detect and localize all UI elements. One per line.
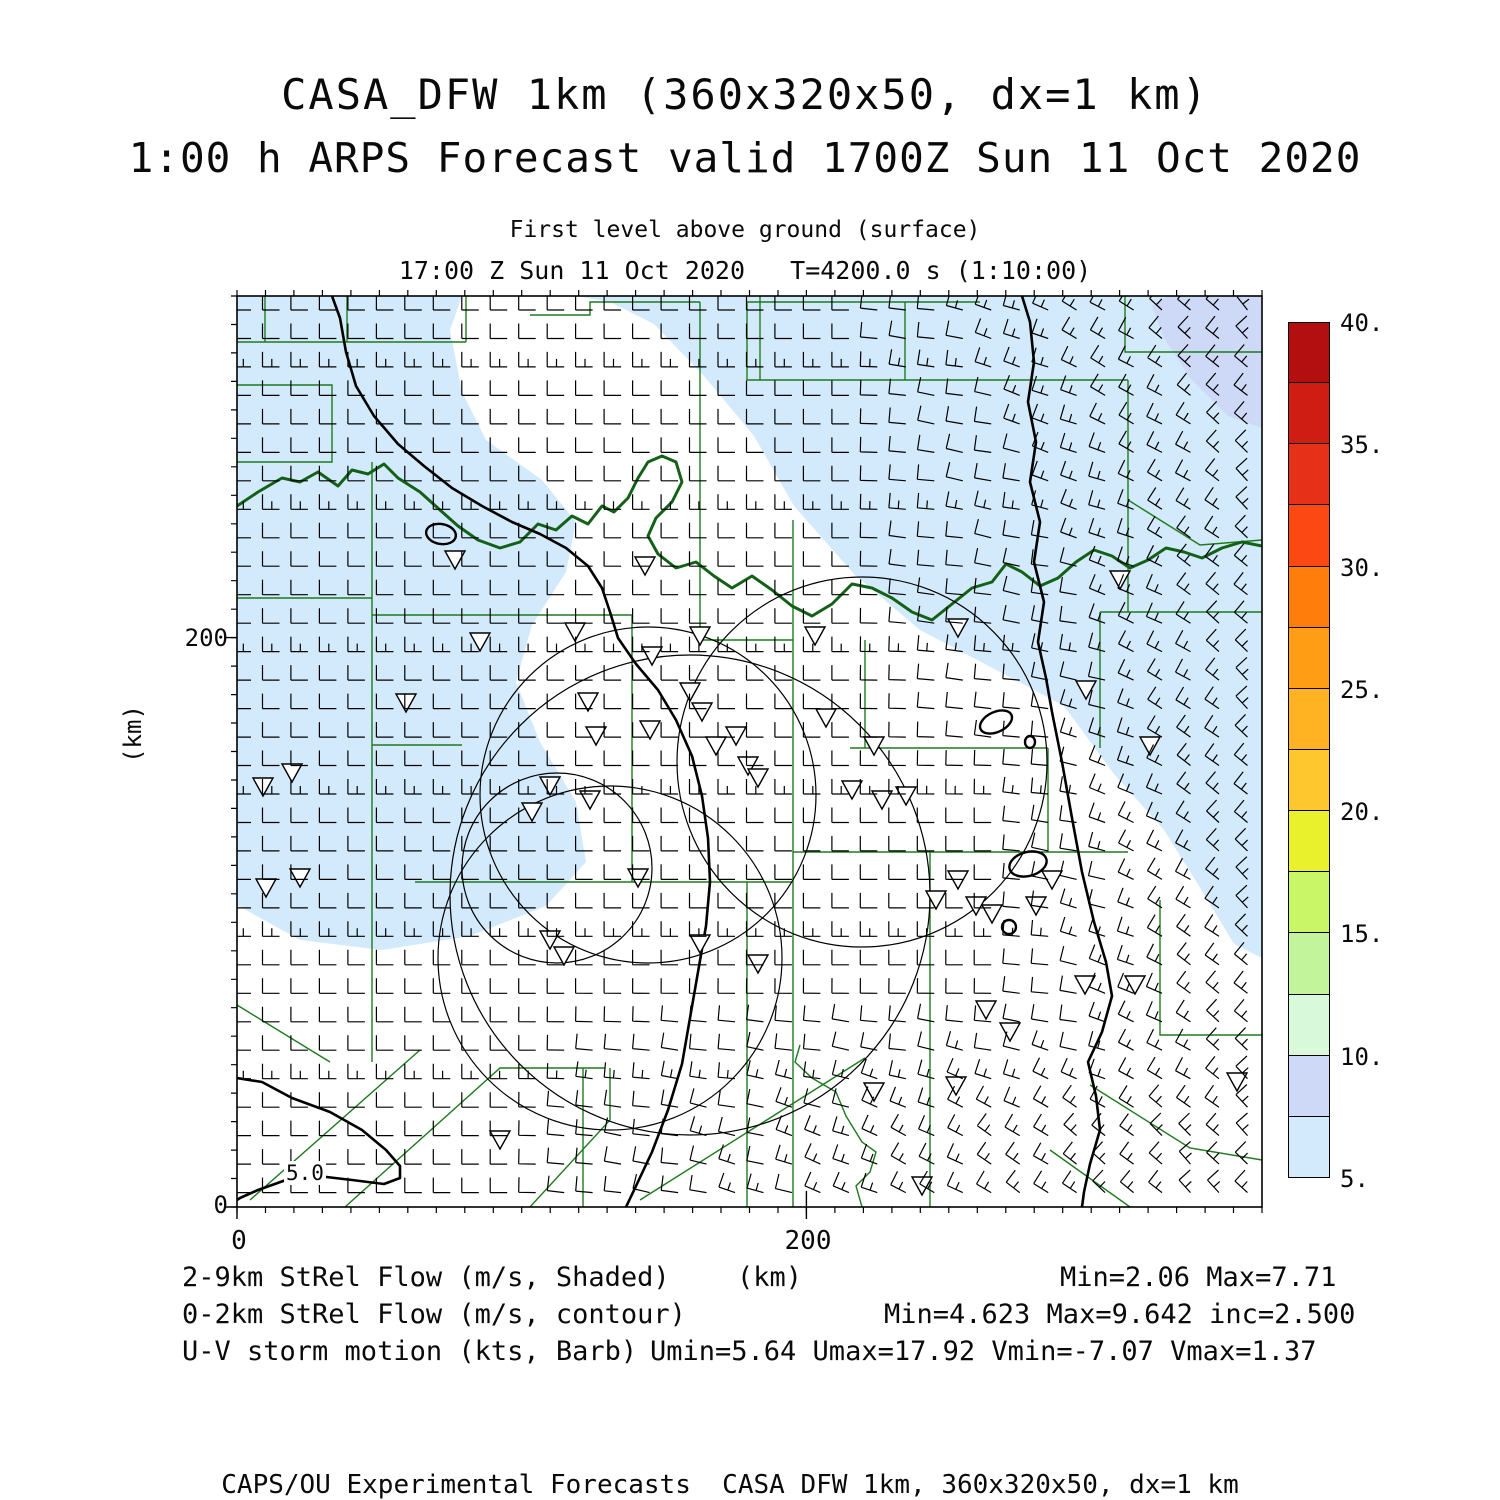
radar-site-marker	[490, 1131, 510, 1149]
level-label: First level above ground (surface)	[509, 217, 981, 243]
y-axis-unit: (km)	[119, 705, 147, 763]
legend-shaded-field: 2-9km StRel Flow (m/s, Shaded)	[182, 1262, 670, 1293]
radar-site-marker	[690, 935, 710, 953]
colorbar-cell	[1288, 322, 1330, 383]
x-axis-tick-200: 200	[784, 1226, 832, 1256]
colorbar-cell	[1288, 1055, 1330, 1117]
county-boundary-line	[795, 1045, 876, 1207]
county-boundary-line	[345, 1068, 605, 1207]
colorbar-tick-label: 10.	[1340, 1042, 1384, 1071]
radar-site-marker	[748, 955, 768, 973]
county-boundary-line	[1050, 1150, 1130, 1207]
radar-site-marker	[864, 1083, 884, 1101]
radar-site-marker	[842, 781, 862, 799]
shaded-region-northeast	[576, 296, 1262, 958]
colorbar-tick-label: 20.	[1340, 798, 1384, 827]
colorbar-tick-label: 30.	[1340, 553, 1384, 582]
colorbar-cell	[1288, 994, 1330, 1056]
radar-site-marker	[640, 721, 660, 739]
radar-site-marker	[628, 869, 648, 887]
strel-flow-contour-loop	[976, 706, 1015, 738]
colorbar-cell	[1288, 810, 1330, 872]
colorbar-cell	[1288, 443, 1330, 505]
radar-site-marker	[976, 1001, 996, 1019]
map-layers	[234, 287, 1262, 1207]
legend-shaded-minmax: Min=2.06 Max=7.71	[1060, 1262, 1337, 1293]
colorbar-cell	[1288, 749, 1330, 811]
colorbar-tick-label: 5.	[1340, 1165, 1369, 1193]
colorbar-cell	[1288, 1116, 1330, 1178]
footer-credit: CAPS/OU Experimental Forecasts CASA DFW 1km, 360x320x50, dx=1 km	[221, 1470, 1239, 1500]
x-axis-tick-0: 0	[231, 1226, 247, 1256]
radar-site-marker	[706, 737, 726, 755]
plot-title: CASA_DFW 1km (360x320x50, dx=1 km)	[281, 70, 1209, 119]
radar-site-marker	[1042, 871, 1062, 889]
colorbar-cell	[1288, 382, 1330, 444]
colorbar-cell	[1288, 627, 1330, 689]
radar-site-marker	[642, 647, 662, 665]
legend-barb-field: U-V storm motion (kts, Barb)	[182, 1336, 638, 1367]
radar-site-marker	[926, 891, 946, 909]
radar-site-marker	[816, 709, 836, 727]
colorbar	[1288, 322, 1330, 1178]
radar-site-marker	[690, 627, 710, 645]
legend-contour-field: 0-2km StRel Flow (m/s, contour)	[182, 1299, 686, 1330]
colorbar-tick-label: 40.	[1340, 309, 1384, 337]
county-boundary-line	[530, 1068, 610, 1207]
radar-site-marker	[1000, 1023, 1020, 1041]
colorbar-cell	[1288, 871, 1330, 933]
radar-site-marker	[1075, 976, 1095, 994]
colorbar-tick-label: 25.	[1340, 675, 1384, 704]
radar-site-marker	[896, 787, 916, 805]
radar-site-marker	[586, 727, 606, 745]
colorbar-cell	[1288, 688, 1330, 750]
county-boundary-line	[237, 1005, 330, 1062]
colorbar-cell	[1288, 504, 1330, 566]
y-axis-tick-200: 200	[184, 624, 228, 652]
radar-site-marker	[748, 769, 768, 787]
strel-flow-contour-loop	[1025, 736, 1035, 748]
colorbar-tick-label: 35.	[1340, 431, 1384, 460]
county-boundary-line	[640, 1058, 865, 1200]
radar-site-marker	[726, 727, 746, 745]
radar-site-marker	[805, 627, 825, 645]
legend-contour-minmax: Min=4.623 Max=9.642 inc=2.500	[884, 1299, 1356, 1330]
plot-subtitle: 1:00 h ARPS Forecast valid 1700Z Sun 11 Oct 2020	[128, 134, 1362, 182]
contour-value-label: 5.0	[286, 1161, 324, 1185]
x-axis-unit: (km)	[737, 1262, 803, 1293]
legend-barb-minmax: Umin=5.64 Umax=17.92 Vmin=-7.07 Vmax=1.37	[650, 1336, 1317, 1367]
y-axis-tick-0: 0	[213, 1191, 228, 1219]
colorbar-cell	[1288, 932, 1330, 994]
radar-site-marker	[864, 737, 884, 755]
colorbar-cell	[1288, 566, 1330, 628]
radar-site-marker	[946, 1077, 966, 1095]
colorbar-tick-label: 15.	[1340, 920, 1384, 949]
valid-time-label: 17:00 Z Sun 11 Oct 2020 T=4200.0 s (1:10:00)	[398, 256, 1092, 285]
radar-site-marker	[692, 703, 712, 721]
